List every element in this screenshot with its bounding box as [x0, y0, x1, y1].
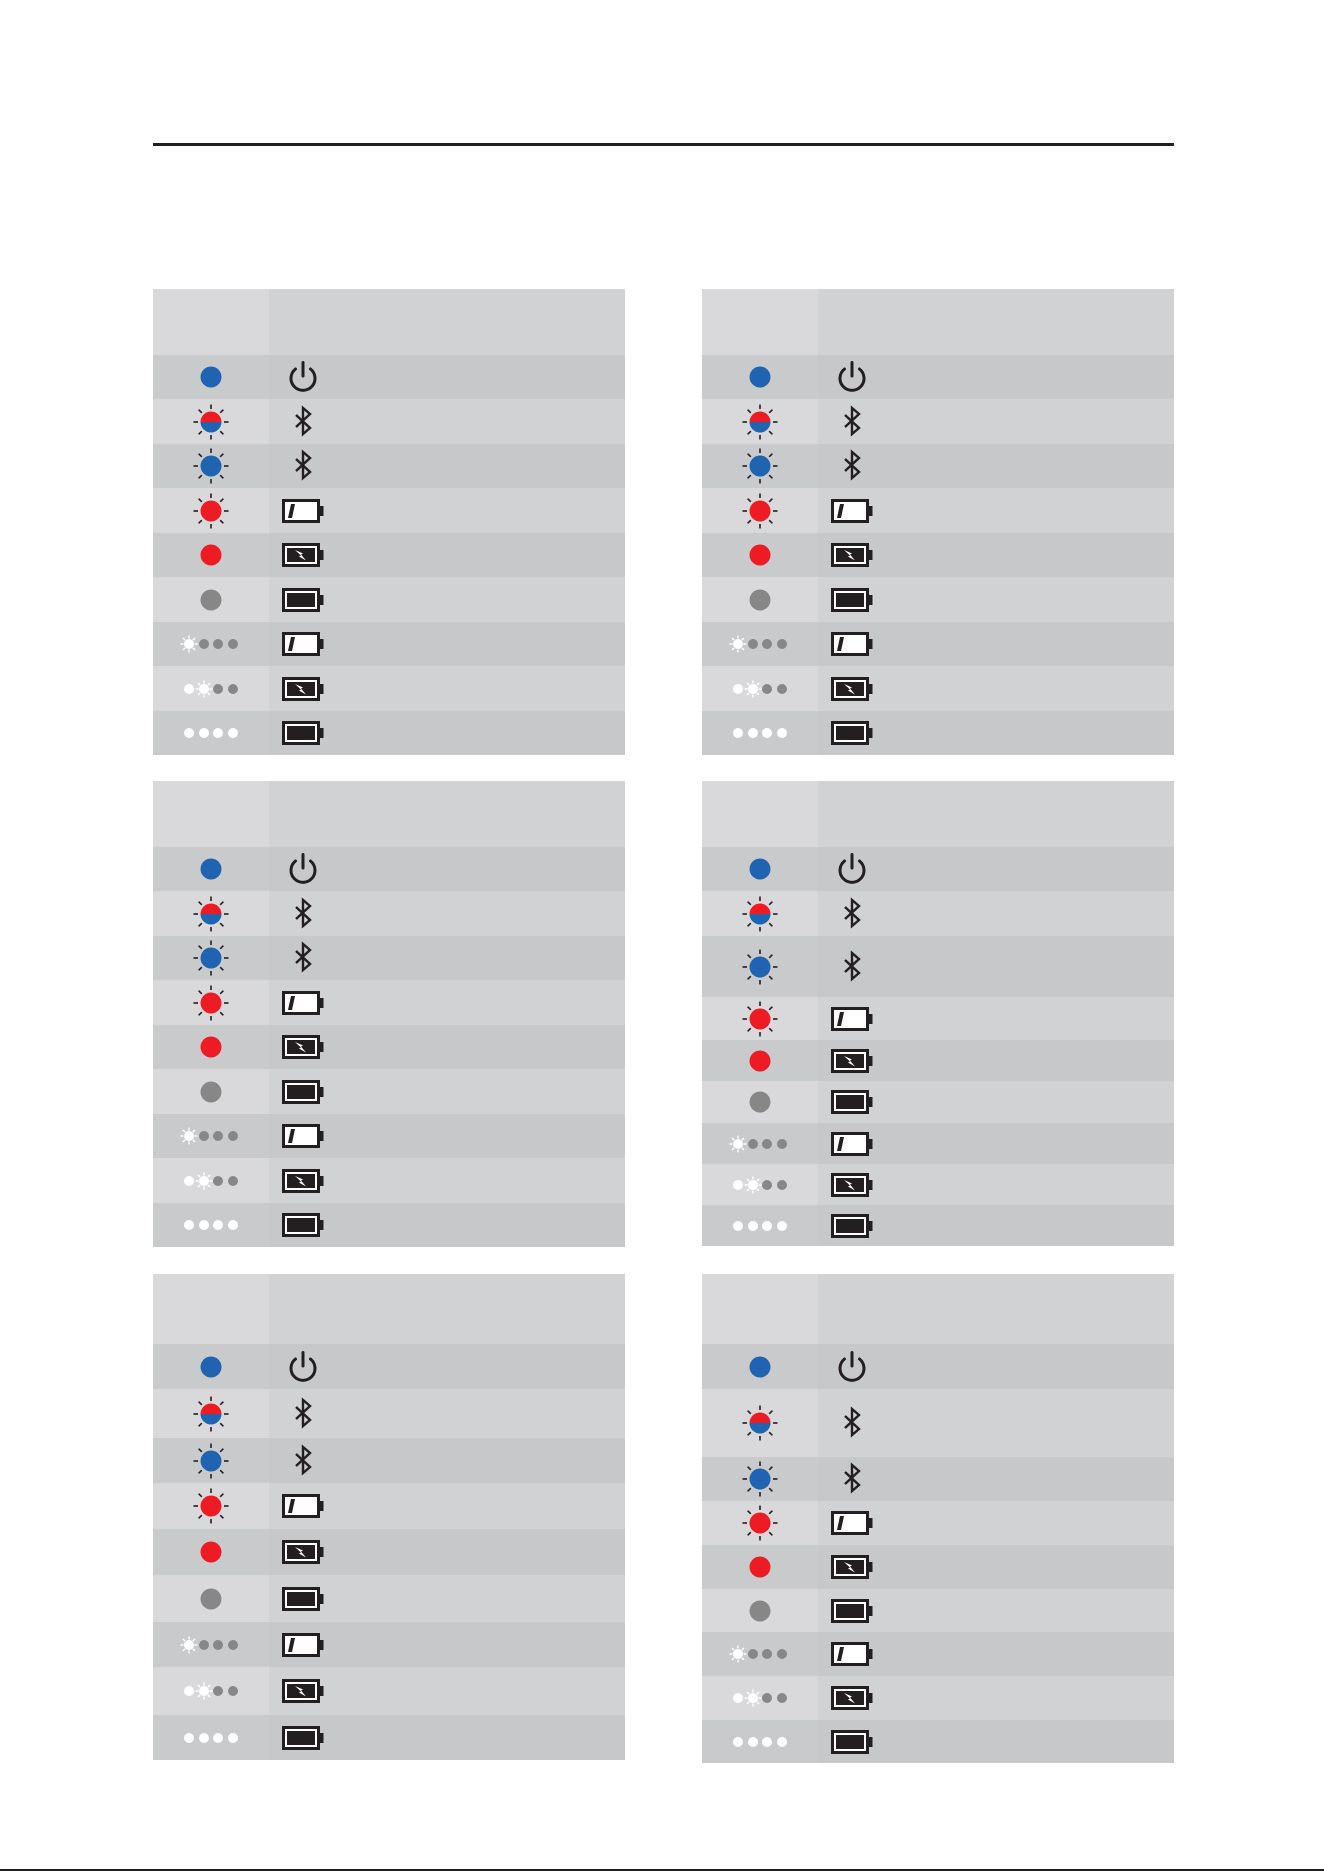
led-blinking-red-icon: [702, 488, 818, 533]
battery-charging-icon: [281, 1534, 325, 1570]
header-status-column: [269, 781, 625, 847]
status-row: [153, 577, 625, 622]
status-icon-cell: [269, 1438, 625, 1483]
status-icon-cell: [818, 1632, 1174, 1676]
status-icon-cell: [818, 711, 1174, 755]
status-icon-cell: [269, 1622, 625, 1667]
led-solid-blue-icon: [153, 847, 269, 891]
status-row: [153, 1025, 625, 1069]
bottom-rule: [0, 1869, 1324, 1871]
status-icon-cell: [269, 1069, 625, 1114]
led-blinking-blue-icon: [153, 444, 269, 488]
panel-6: [702, 1274, 1174, 1763]
led-dots-first-blinking-icon: [153, 622, 269, 666]
status-icon-cell: [818, 1720, 1174, 1763]
battery-low-icon: [830, 626, 874, 662]
bluetooth-icon: [830, 448, 874, 484]
status-icon-cell: [818, 847, 1174, 891]
top-rule: [153, 143, 1174, 146]
led-blinking-red-blue-icon: [702, 891, 818, 936]
status-icon-cell: [269, 1483, 625, 1529]
status-icon-cell: [269, 1114, 625, 1158]
status-icon-cell: [818, 1545, 1174, 1589]
header-led-column: [702, 289, 818, 355]
led-dots-second-blinking-icon: [153, 1158, 269, 1203]
status-icon-cell: [818, 1501, 1174, 1545]
battery-charging-icon: [281, 1673, 325, 1709]
header-led-column: [702, 1274, 818, 1344]
battery-charging-icon: [830, 1680, 874, 1716]
header-led-column: [153, 1274, 269, 1344]
led-dots-second-blinking-icon: [702, 1676, 818, 1720]
led-blinking-red-icon: [702, 997, 818, 1040]
status-row: [702, 1501, 1174, 1545]
status-icon-cell: [269, 1344, 625, 1389]
led-solid-red-icon: [153, 1529, 269, 1575]
status-row: [153, 1483, 625, 1529]
battery-full-icon: [830, 1208, 874, 1244]
battery-full-icon: [830, 1593, 874, 1629]
led-dots-second-blinking-icon: [702, 666, 818, 711]
battery-full-icon: [830, 582, 874, 618]
status-icon-cell: [818, 936, 1174, 997]
status-row: [153, 980, 625, 1025]
battery-low-icon: [830, 1636, 874, 1672]
header-status-column: [818, 289, 1174, 355]
status-icon-cell: [818, 1123, 1174, 1164]
status-icon-cell: [269, 1025, 625, 1069]
status-row: [153, 399, 625, 444]
header-status-column: [818, 781, 1174, 847]
status-icon-cell: [818, 577, 1174, 622]
status-icon-cell: [269, 980, 625, 1025]
status-icon-cell: [269, 488, 625, 533]
panel-header: [153, 1274, 625, 1344]
status-icon-cell: [269, 666, 625, 711]
led-solid-red-icon: [702, 533, 818, 577]
led-dots-all-lit-icon: [702, 1205, 818, 1246]
battery-low-icon: [830, 1505, 874, 1541]
status-icon-cell: [269, 533, 625, 577]
status-icon-cell: [818, 1389, 1174, 1457]
power-icon: [830, 1349, 874, 1385]
bluetooth-icon: [281, 1443, 325, 1479]
battery-charging-icon: [830, 1167, 874, 1203]
led-solid-red-icon: [153, 533, 269, 577]
status-row: [702, 936, 1174, 997]
led-blinking-red-icon: [153, 488, 269, 533]
led-blinking-red-blue-icon: [153, 1389, 269, 1438]
status-row: [153, 533, 625, 577]
battery-charging-icon: [830, 1549, 874, 1585]
led-dots-first-blinking-icon: [153, 1622, 269, 1667]
battery-low-icon: [281, 985, 325, 1021]
status-row: [153, 1389, 625, 1438]
battery-full-icon: [281, 1720, 325, 1756]
panel-3: [153, 781, 625, 1247]
led-dots-all-lit-icon: [153, 1715, 269, 1760]
bluetooth-icon: [830, 896, 874, 932]
status-row: [153, 1069, 625, 1114]
header-status-column: [818, 1274, 1174, 1344]
led-blinking-red-blue-icon: [153, 891, 269, 936]
status-icon-cell: [818, 1040, 1174, 1081]
led-dots-all-lit-icon: [702, 1720, 818, 1763]
panel-header: [702, 781, 1174, 847]
panel-header: [702, 1274, 1174, 1344]
status-icon-cell: [818, 1589, 1174, 1632]
battery-charging-icon: [830, 537, 874, 573]
status-icon-cell: [269, 891, 625, 936]
status-row: [702, 1123, 1174, 1164]
power-icon: [281, 851, 325, 887]
battery-full-icon: [281, 1074, 325, 1110]
led-dots-first-blinking-icon: [702, 1123, 818, 1164]
status-row: [702, 1081, 1174, 1123]
header-status-column: [269, 289, 625, 355]
panel-header: [153, 781, 625, 847]
led-dots-second-blinking-icon: [153, 1667, 269, 1715]
status-icon-cell: [818, 1164, 1174, 1205]
status-row: [153, 711, 625, 755]
status-icon-cell: [818, 399, 1174, 444]
battery-full-icon: [281, 715, 325, 751]
status-icon-cell: [818, 488, 1174, 533]
status-row: [153, 1158, 625, 1203]
status-row: [153, 1529, 625, 1575]
battery-charging-icon: [281, 537, 325, 573]
status-row: [702, 533, 1174, 577]
battery-full-icon: [281, 1581, 325, 1617]
status-row: [702, 1676, 1174, 1720]
status-row: [153, 1715, 625, 1760]
status-icon-cell: [818, 997, 1174, 1040]
status-row: [702, 666, 1174, 711]
led-dots-second-blinking-icon: [702, 1164, 818, 1205]
status-row: [702, 577, 1174, 622]
led-dots-first-blinking-icon: [702, 1632, 818, 1676]
led-solid-gray-icon: [153, 1069, 269, 1114]
status-row: [702, 1632, 1174, 1676]
status-row: [702, 1589, 1174, 1632]
battery-charging-icon: [830, 671, 874, 707]
status-icon-cell: [269, 1529, 625, 1575]
led-blinking-blue-icon: [702, 444, 818, 488]
led-blinking-red-icon: [153, 1483, 269, 1529]
header-status-column: [269, 1274, 625, 1344]
power-icon: [281, 359, 325, 395]
battery-low-icon: [281, 626, 325, 662]
status-row: [702, 711, 1174, 755]
status-row: [702, 1720, 1174, 1763]
status-icon-cell: [269, 355, 625, 399]
led-blinking-red-blue-icon: [702, 1389, 818, 1457]
led-dots-all-lit-icon: [153, 1203, 269, 1247]
led-blinking-blue-icon: [153, 936, 269, 980]
led-solid-red-icon: [153, 1025, 269, 1069]
status-row: [702, 1164, 1174, 1205]
status-icon-cell: [818, 355, 1174, 399]
power-icon: [281, 1349, 325, 1385]
led-dots-first-blinking-icon: [153, 1114, 269, 1158]
battery-charging-icon: [281, 1029, 325, 1065]
power-icon: [830, 851, 874, 887]
status-row: [153, 1114, 625, 1158]
led-blinking-red-icon: [702, 1501, 818, 1545]
status-row: [153, 355, 625, 399]
status-row: [702, 847, 1174, 891]
status-row: [702, 997, 1174, 1040]
battery-low-icon: [830, 493, 874, 529]
status-icon-cell: [818, 1457, 1174, 1501]
led-dots-second-blinking-icon: [153, 666, 269, 711]
battery-full-icon: [830, 1724, 874, 1760]
led-blinking-blue-icon: [702, 936, 818, 997]
status-row: [702, 1457, 1174, 1501]
status-row: [153, 1438, 625, 1483]
led-solid-gray-icon: [153, 1575, 269, 1622]
status-icon-cell: [269, 399, 625, 444]
header-led-column: [153, 289, 269, 355]
status-icon-cell: [818, 533, 1174, 577]
status-row: [702, 1344, 1174, 1389]
bluetooth-icon: [281, 896, 325, 932]
led-solid-gray-icon: [702, 1081, 818, 1123]
status-icon-cell: [269, 1715, 625, 1760]
status-icon-cell: [269, 1203, 625, 1247]
battery-low-icon: [830, 1001, 874, 1037]
battery-full-icon: [830, 1084, 874, 1120]
bluetooth-icon: [281, 1396, 325, 1432]
status-row: [153, 1575, 625, 1622]
status-row: [153, 488, 625, 533]
bluetooth-icon: [830, 1461, 874, 1497]
status-row: [153, 1667, 625, 1715]
battery-low-icon: [281, 1488, 325, 1524]
battery-low-icon: [281, 493, 325, 529]
status-icon-cell: [269, 1158, 625, 1203]
battery-low-icon: [281, 1118, 325, 1154]
panel-1: [153, 289, 625, 755]
status-row: [153, 891, 625, 936]
status-icon-cell: [269, 936, 625, 980]
led-dots-all-lit-icon: [702, 711, 818, 755]
panel-header: [702, 289, 1174, 355]
status-row: [702, 622, 1174, 666]
led-solid-red-icon: [702, 1545, 818, 1589]
status-icon-cell: [269, 622, 625, 666]
led-dots-first-blinking-icon: [702, 622, 818, 666]
status-icon-cell: [269, 1667, 625, 1715]
header-led-column: [153, 781, 269, 847]
status-row: [702, 399, 1174, 444]
status-icon-cell: [818, 1344, 1174, 1389]
status-icon-cell: [269, 711, 625, 755]
status-icon-cell: [818, 444, 1174, 488]
status-row: [702, 1389, 1174, 1457]
status-row: [702, 444, 1174, 488]
status-icon-cell: [818, 1081, 1174, 1123]
status-icon-cell: [818, 622, 1174, 666]
led-solid-blue-icon: [702, 847, 818, 891]
led-solid-gray-icon: [702, 1589, 818, 1632]
led-dots-all-lit-icon: [153, 711, 269, 755]
panel-header: [153, 289, 625, 355]
bluetooth-icon: [281, 940, 325, 976]
bluetooth-icon: [830, 404, 874, 440]
status-row: [153, 847, 625, 891]
battery-full-icon: [281, 582, 325, 618]
status-icon-cell: [269, 1575, 625, 1622]
status-row: [153, 936, 625, 980]
status-row: [153, 622, 625, 666]
status-row: [702, 355, 1174, 399]
status-icon-cell: [269, 577, 625, 622]
battery-full-icon: [281, 1207, 325, 1243]
power-icon: [830, 359, 874, 395]
panel-4: [702, 781, 1174, 1246]
status-icon-cell: [818, 1676, 1174, 1720]
status-icon-cell: [818, 1205, 1174, 1246]
status-row: [702, 1545, 1174, 1589]
battery-charging-icon: [830, 1043, 874, 1079]
led-solid-gray-icon: [153, 577, 269, 622]
panel-2: [702, 289, 1174, 755]
status-row: [153, 666, 625, 711]
battery-charging-icon: [281, 1163, 325, 1199]
status-row: [153, 1203, 625, 1247]
led-blinking-red-blue-icon: [153, 399, 269, 444]
status-row: [702, 1205, 1174, 1246]
panel-5: [153, 1274, 625, 1760]
status-row: [153, 444, 625, 488]
status-row: [702, 891, 1174, 936]
battery-full-icon: [830, 715, 874, 751]
status-row: [702, 1040, 1174, 1081]
led-solid-gray-icon: [702, 577, 818, 622]
led-blinking-red-blue-icon: [702, 399, 818, 444]
bluetooth-icon: [281, 448, 325, 484]
status-icon-cell: [269, 847, 625, 891]
status-row: [153, 1622, 625, 1667]
bluetooth-icon: [830, 949, 874, 985]
battery-charging-icon: [281, 671, 325, 707]
header-led-column: [702, 781, 818, 847]
status-row: [702, 488, 1174, 533]
status-icon-cell: [818, 891, 1174, 936]
led-solid-red-icon: [702, 1040, 818, 1081]
led-solid-blue-icon: [702, 355, 818, 399]
status-icon-cell: [269, 1389, 625, 1438]
led-solid-blue-icon: [153, 355, 269, 399]
status-icon-cell: [269, 444, 625, 488]
status-row: [153, 1344, 625, 1389]
led-blinking-blue-icon: [702, 1457, 818, 1501]
led-solid-blue-icon: [702, 1344, 818, 1389]
led-solid-blue-icon: [153, 1344, 269, 1389]
battery-low-icon: [281, 1627, 325, 1663]
led-blinking-red-icon: [153, 980, 269, 1025]
status-icon-cell: [818, 666, 1174, 711]
bluetooth-icon: [830, 1405, 874, 1441]
bluetooth-icon: [281, 404, 325, 440]
battery-low-icon: [830, 1126, 874, 1162]
led-blinking-blue-icon: [153, 1438, 269, 1483]
